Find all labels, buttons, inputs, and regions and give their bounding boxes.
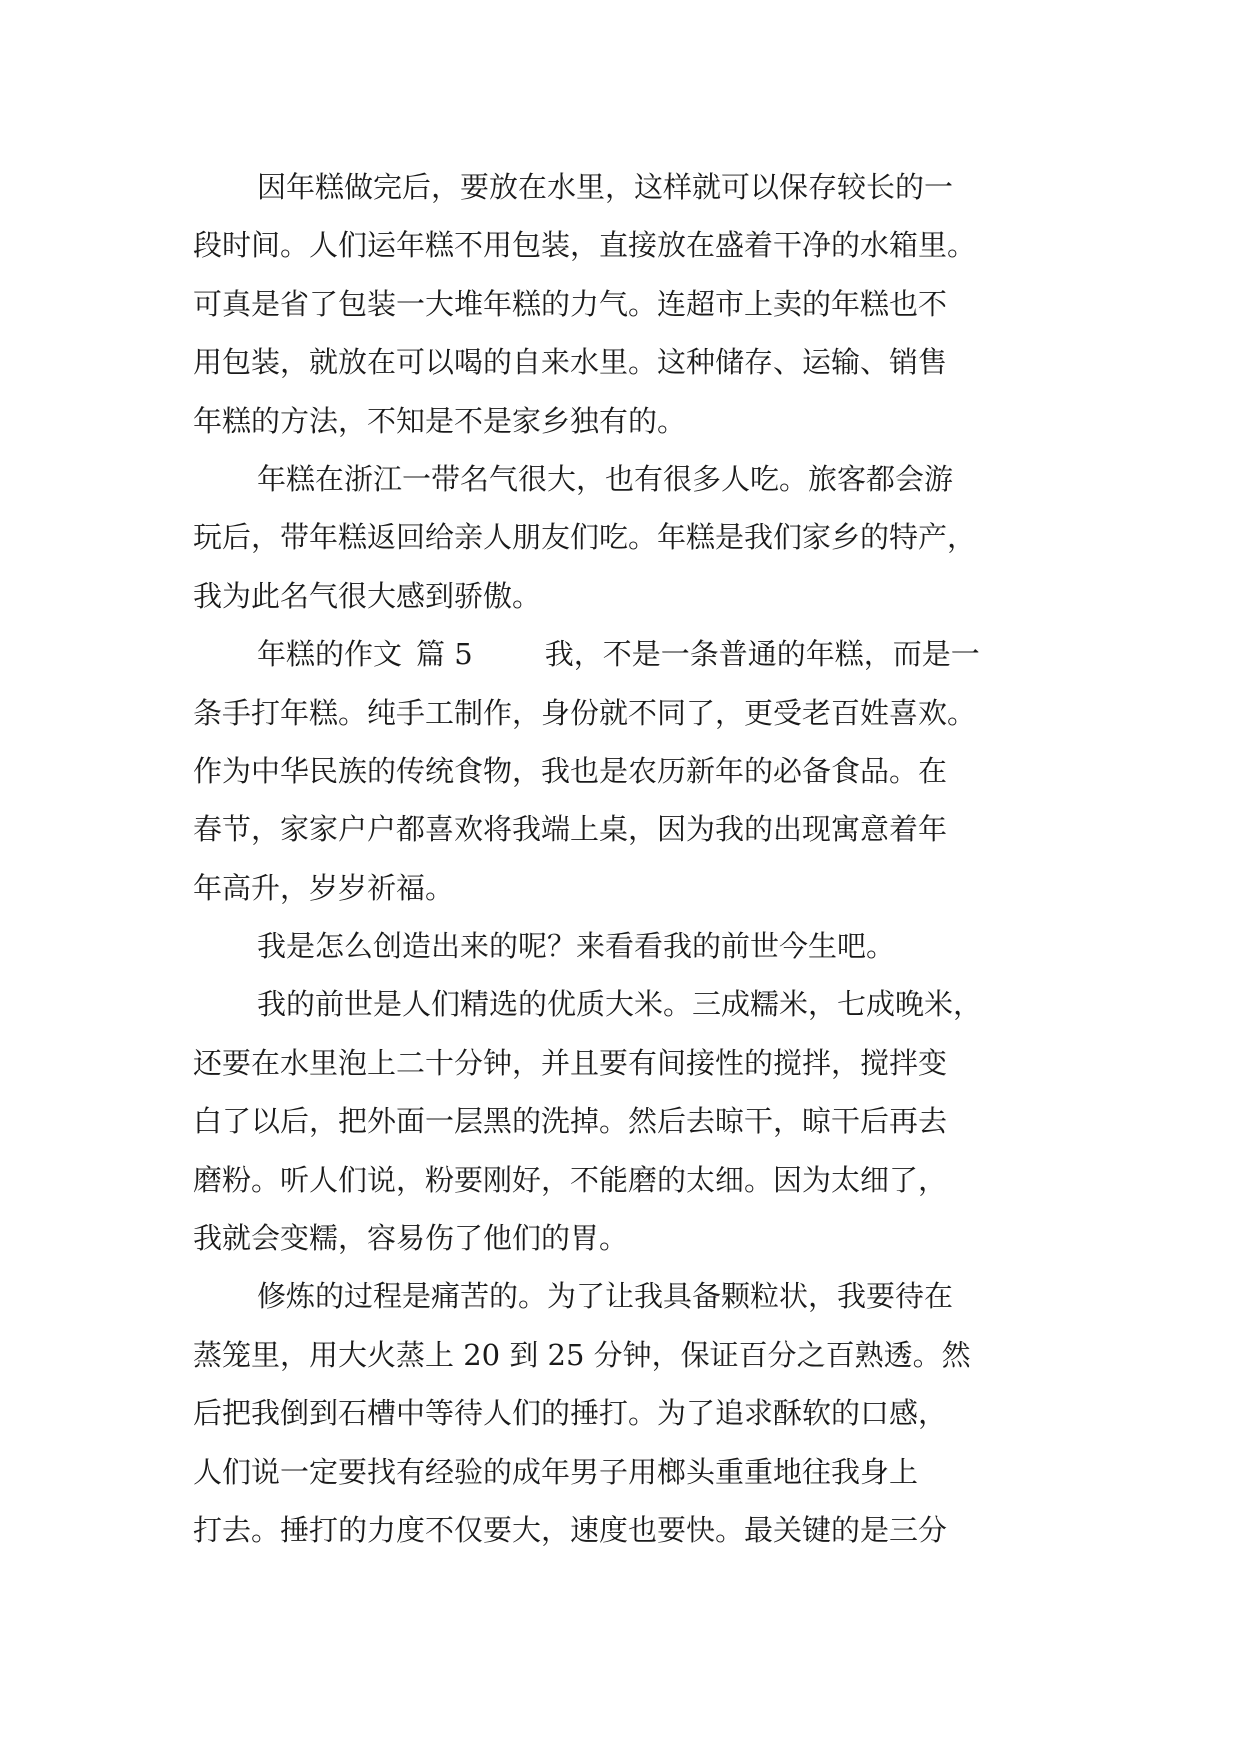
paragraph-line: 修炼的过程是痛苦的。为了让我具备颗粒状，我要待在 bbox=[257, 1279, 954, 1314]
paragraph-line: 春节，家家户户都喜欢将我端上桌，因为我的出现寓意着年 bbox=[193, 812, 948, 847]
paragraph-line: 年糕在浙江一带名气很大，也有很多人吃。旅客都会游 bbox=[257, 461, 954, 496]
paragraph-line: 因年糕做完后，要放在水里，这样就可以保存较长的一 bbox=[257, 170, 954, 204]
essay-title: 年糕的作文 bbox=[257, 637, 403, 672]
paragraph-line: 磨粉。听人们说，粉要刚好，不能磨的太细。因为太细了， bbox=[193, 1162, 948, 1197]
paragraph-line: 人们说一定要找有经验的成年男子用榔头重重地往我身上 bbox=[193, 1454, 919, 1489]
paragraph-line: 还要在水里泡上二十分钟，并且要有间接性的搅拌，搅拌变 bbox=[193, 1045, 948, 1080]
paragraph-line: 年糕的方法，不知是不是家乡独有的。 bbox=[193, 403, 687, 438]
section-opening-text: 我，不是一条普通的年糕，而是一 bbox=[544, 637, 980, 672]
paragraph-line: 打去。捶打的力度不仅要大，速度也要快。最关键的是三分 bbox=[193, 1512, 948, 1547]
paragraph-line: 我就会变糯，容易伤了他们的胃。 bbox=[193, 1221, 629, 1256]
paragraph-line: 玩后，带年糕返回给亲人朋友们吃。年糕是我们家乡的特产， bbox=[193, 520, 977, 555]
paragraph-line: 用包装，就放在可以喝的自来水里。这种储存、运输、销售 bbox=[193, 345, 948, 380]
paragraph-line: 我为此名气很大感到骄傲。 bbox=[193, 578, 542, 613]
paragraph-line: 我的前世是人们精选的优质大米。三成糯米，七成晚米， bbox=[257, 987, 983, 1022]
body-text bbox=[193, 158, 1053, 1559]
section-number: 篇 5 bbox=[416, 637, 473, 672]
paragraph-line: 我是怎么创造出来的呢？来看看我的前世今生吧。 bbox=[257, 929, 896, 964]
paragraph-line: 可真是省了包装一大堆年糕的力气。连超市上卖的年糕也不 bbox=[193, 286, 948, 321]
paragraph-line: 白了以后，把外面一层黑的洗掉。然后去晾干，晾干后再去 bbox=[193, 1104, 948, 1139]
paragraph-line: 条手打年糕。纯手工制作，身份就不同了，更受老百姓喜欢。 bbox=[193, 695, 977, 730]
paragraph-line: 年高升，岁岁祈福。 bbox=[193, 870, 455, 905]
paragraph-line: 后把我倒到石槽中等待人们的捶打。为了追求酥软的口感， bbox=[193, 1396, 948, 1431]
paragraph-line: 蒸笼里，用大火蒸上 20 到 25 分钟，保证百分之百熟透。然 bbox=[193, 1337, 971, 1372]
paragraph-line: 作为中华民族的传统食物，我也是农历新年的必备食品。在 bbox=[193, 753, 948, 788]
paragraph-line: 段时间。人们运年糕不用包装，直接放在盛着干净的水箱里。 bbox=[193, 228, 977, 263]
section-heading-line bbox=[193, 625, 1053, 683]
